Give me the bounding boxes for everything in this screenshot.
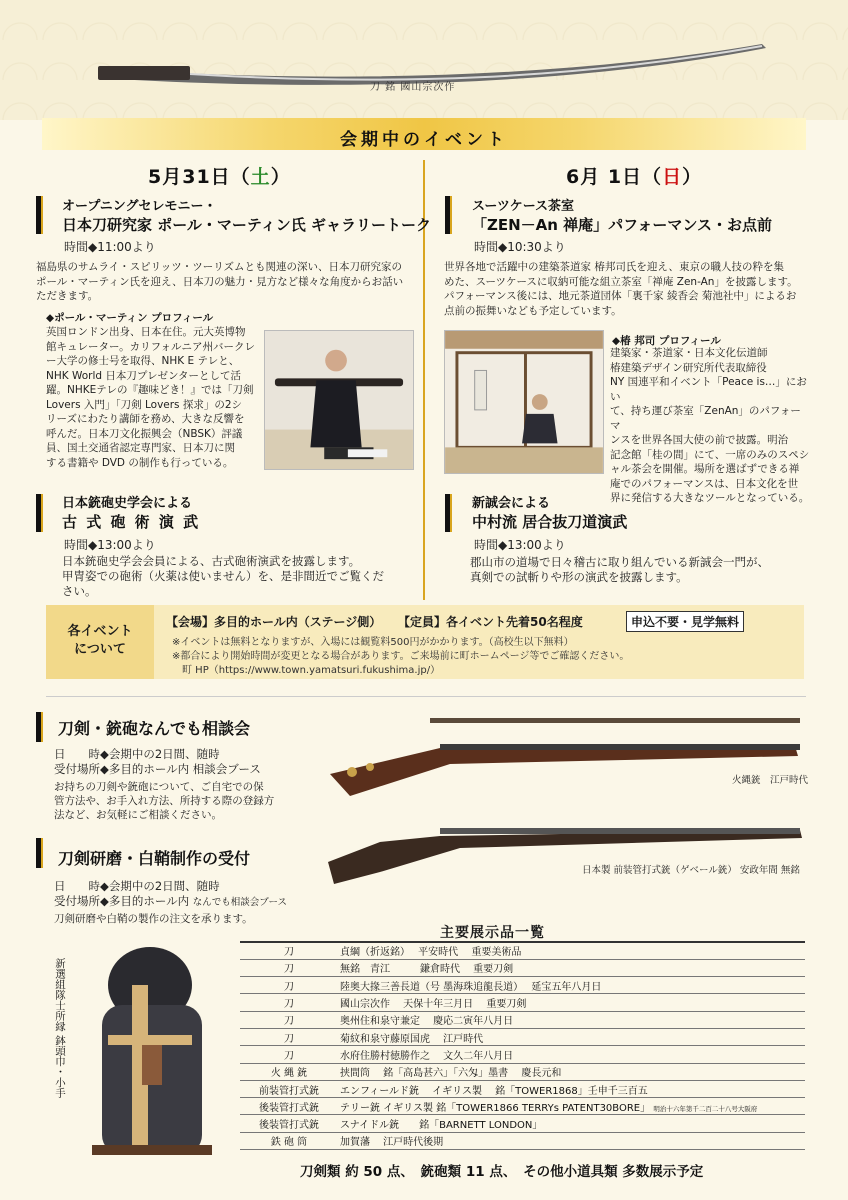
day1-event1-sub: オープニングセレモニー・ bbox=[62, 199, 217, 214]
paul-martin-photo bbox=[264, 330, 414, 470]
table-row: 前装管打式銃 エンフィールド銃 イギリス製 銘「TOWER1868」壬申千三百五 bbox=[240, 1080, 805, 1097]
consult-place: 受付場所◆多目的ホール内 相談会ブース bbox=[54, 762, 261, 776]
exhibit-list-title: 主要展示品一覧 bbox=[440, 925, 545, 941]
polish-place: 受付場所◆多目的ホール内 なんでも相談会ブース bbox=[54, 894, 288, 908]
table-row: 刀 陸奥大掾三善長道（号 墨海珠追龍長道） 延宝五年八月日 bbox=[240, 977, 805, 994]
day1-event1-desc: 福島県のサムライ・スピリッツ・ツーリズムとも関連の深い、日本刀研究家の ポール・マーティン氏を迎え、日本刀の魅力・見方など様々な角度からお話い ただきます。 bbox=[36, 261, 404, 302]
venue-text: 【会場】多目的ホール内（ステージ側） bbox=[166, 615, 382, 629]
table-row: 刀 貞綱（折返銘） 平安時代 重要美術品 bbox=[240, 942, 805, 959]
day2-profile-title: ◆椿 邦司 プロフィール bbox=[612, 335, 721, 347]
day2-event1-desc: 世界各地で活躍中の建築茶道家 椿邦司氏を迎え、東京の職人技の粋を集 めた、スーツケースに収納可能な組立茶室「禅庵 Zen-An」を披露します。 パフォーマンス後には、地元茶道団体「裏千家 綾香会 菊池社中」によるお 点前の振舞いなども予定しています。 bbox=[444, 261, 798, 317]
table-row: 刀 水府住勝村徳勝作之 文久二年八月日 bbox=[240, 1046, 805, 1063]
day2-event1-time: 時間◆10:30より bbox=[474, 240, 566, 254]
day1-event2-title: 古 式 砲 術 演 武 bbox=[62, 513, 201, 531]
table-row: 鉄 砲 筒 加賀藩 江戸時代後期 bbox=[240, 1132, 805, 1149]
consult-title: 刀剣・銃砲なんでも相談会 bbox=[58, 719, 251, 738]
day1-event2-desc: 日本銃砲史学会会員による、古式砲術演武を披露します。 甲冑姿での砲術（火薬は使いません）を、是非間近でご覧くだ さい。 bbox=[62, 554, 384, 598]
matchlock-caption: 火縄銃 江戸時代 bbox=[732, 775, 809, 786]
consult-desc: お持ちの刀剣や銃砲について、ご自宅での保 管方法や、お手入れ方法、所持する際の登録方 法など、お気軽にご相談ください。 bbox=[54, 781, 275, 821]
day1-event1-time: 時間◆11:00より bbox=[64, 240, 156, 254]
consult-bar bbox=[36, 712, 43, 742]
tea-room-photo bbox=[444, 330, 604, 474]
day2-event1-bar bbox=[445, 196, 452, 234]
town-homepage-link[interactable]: 町 HP（https://www.town.yamatsuri.fukushima.jp/） bbox=[182, 665, 441, 676]
free-admission-badge: 申込不要・見学無料 bbox=[626, 611, 744, 632]
day1-profile-text: 英国ロンドン出身、日本在住。元大英博物 館キュレーター。カリフォルニア州バークレ ー大学の修士号を取得、NHK E テレと、 NHK World 日本刀プレゼンターとして活 躍。NHKEテレの『趣味どき！』では「刀剣 Lovers 入門」「刀剣 Lovers 探求」の2シ リーズにわたり講師を務め、大きな反響を 呼んだ。日本刀文化振興会（NBSK）評議 員、国土交通省認定専門家、日本刀に関 する書籍や DVD の制作も行っている。 bbox=[46, 326, 256, 469]
day2-event2-title: 中村流 居合抜刀道演武 bbox=[472, 513, 628, 531]
table-row: 火 縄 銃 挟間筒 銘「高島甚六」「六匁」墨書 慶長元和 bbox=[240, 1063, 805, 1080]
day1-event1-title: 日本刀研究家 ポール・マーティン氏 ギャラリートーク bbox=[62, 216, 431, 234]
exhibit-table bbox=[240, 941, 805, 1150]
table-row: 後装管打式銃 スナイドル銃 銘「BARNETT LONDON」 bbox=[240, 1115, 805, 1132]
gewehr-caption: 日本製 前装管打式銃（ゲベール銃） 安政年間 無銘 bbox=[582, 865, 800, 876]
event-info-box bbox=[46, 605, 804, 679]
table-row: 後装管打式銃 テリー銃 イギリス製 銘「TOWER1866 TERRYs PATENT30BORE」 明治十六年第千二百二十八号大阪府 bbox=[240, 1098, 805, 1115]
day1-event1-bar bbox=[36, 196, 43, 234]
day2-date: 6月 1日（日） bbox=[566, 166, 703, 188]
day2-event2-desc: 郡山市の道場で日々稽古に取り組んでいる新誠会一門が、 真剣での試斬りや形の演武を披露します。 bbox=[470, 555, 769, 584]
day1-event2-time: 時間◆13:00より bbox=[64, 538, 156, 552]
event-banner-title: 会期中のイベント bbox=[340, 130, 508, 150]
polish-date: 日 時◆会期中の2日間、随時 bbox=[54, 879, 220, 893]
day2-event2-bar bbox=[445, 494, 452, 532]
armor-caption: 新選組隊士所縁 鉢頭巾・小手 bbox=[54, 958, 66, 1098]
table-row: 刀 國山宗次作 天保十年三月日 重要刀剣 bbox=[240, 994, 805, 1011]
table-row: 刀 奥州住和泉守兼定 慶応二寅年八月日 bbox=[240, 1011, 805, 1028]
day2-event2-time: 時間◆13:00より bbox=[474, 538, 566, 552]
event-banner bbox=[42, 118, 806, 150]
day1-event2-sub: 日本銃砲史学会による bbox=[62, 496, 193, 511]
sword-caption: 刀 銘 國山宗次作 bbox=[370, 82, 456, 93]
table-row: 刀 無銘 青江 鎌倉時代 重要刀剣 bbox=[240, 959, 805, 976]
day1-profile-title: ◆ポール・マーティン プロフィール bbox=[46, 312, 214, 324]
armor-image bbox=[72, 945, 232, 1190]
polish-desc: 刀剣研磨や白鞘の製作の注文を承ります。 bbox=[54, 913, 253, 925]
day1-date: 5月31日（土） bbox=[148, 166, 291, 188]
info-note-2: ※都合により開始時間が変更となる場合があります。ご来場前に町ホームページ等でご確認ください。 bbox=[172, 651, 630, 662]
polish-bar bbox=[36, 838, 43, 868]
day1-event2-bar bbox=[36, 494, 43, 532]
section-divider bbox=[46, 696, 806, 697]
info-note-1: ※イベントは無料となりますが、入場には観覧料500円がかかります。（高校生以下無料） bbox=[172, 637, 574, 648]
day2-profile-text: 建築家・茶道家・日本文化伝道師 椿建築デザイン研究所代表取締役 NY 国連平和イベント「Peace is…」におい て、持ち運び茶室「ZenAn」のパフォーマ ンスを世界各国大使の前で披露。明治 記念館「桂の間」にて、一席のみのスペシ ャル茶会を開催。場所を選ばずできる禅 庵でのパフォーマンスは、日本文化を世 界に発信する大きなツールとなっている。 bbox=[610, 347, 810, 504]
capacity-text: 【定員】各イベント先着50名程度 bbox=[398, 615, 583, 629]
exhibit-summary: 刀剣類 約 50 点、 銃砲類 11 点、 その他小道具類 多数展示予定 bbox=[300, 1164, 704, 1180]
day2-event1-sub: スーツケース茶室 bbox=[472, 199, 575, 214]
polish-title: 刀剣研磨・白鞘制作の受付 bbox=[58, 849, 251, 868]
day2-event1-title: 「ZEN－An 禅庵」パフォーマンス・お点前 bbox=[472, 216, 772, 234]
table-row: 刀 菊紋和泉守藤原国虎 江戸時代 bbox=[240, 1028, 805, 1045]
event-info-label: 各イベント について bbox=[46, 605, 154, 679]
day2-event2-sub: 新誠会による bbox=[472, 496, 551, 511]
consult-date: 日 時◆会期中の2日間、随時 bbox=[54, 747, 220, 761]
